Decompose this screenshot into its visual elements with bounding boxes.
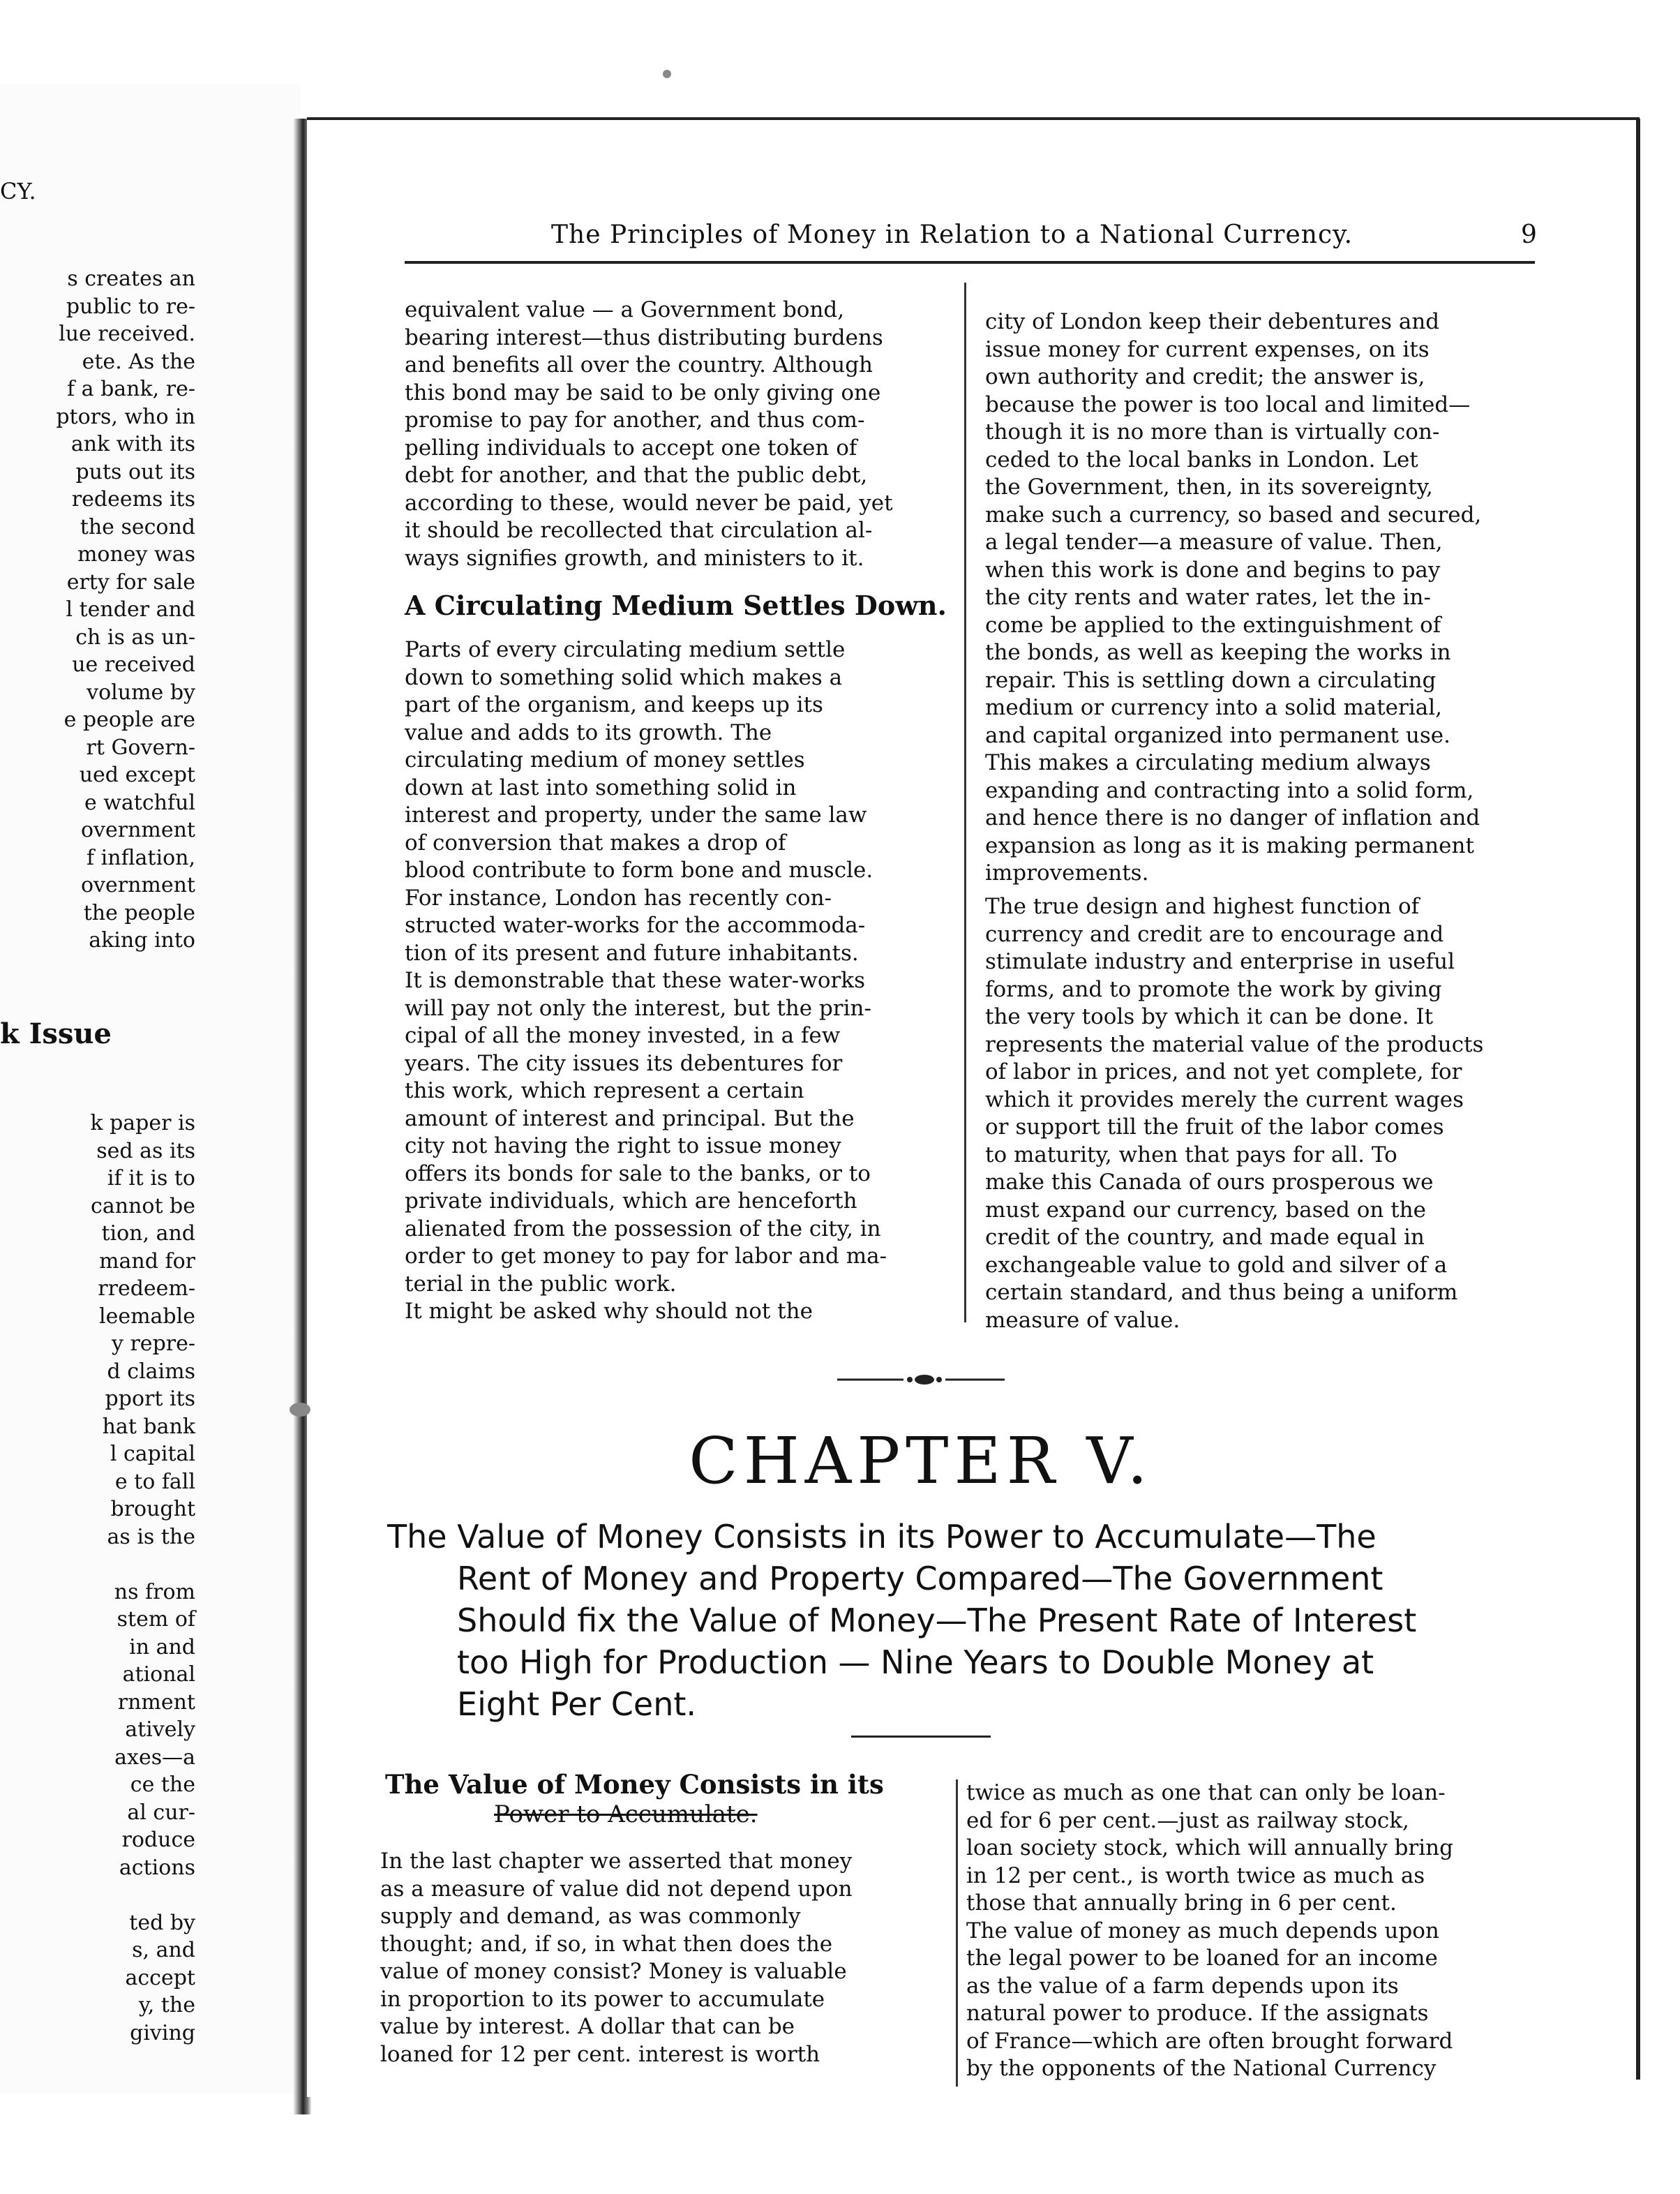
left-page-line: as is the	[107, 1524, 195, 1549]
column-1-line: it should be recollected that circulation al-	[405, 518, 873, 543]
column-3-line: In the last chapter we asserted that money	[380, 1849, 853, 1874]
column-divider-bottom	[956, 1779, 958, 2087]
column-2-text-bottom	[985, 893, 1483, 1334]
left-page-line: the people	[83, 900, 195, 925]
left-page-line: brought	[110, 1497, 195, 1521]
left-page-line: accept	[125, 1965, 195, 1990]
header-rule	[405, 261, 1535, 264]
column-1-text-top	[405, 297, 893, 572]
column-1-line: It might be asked why should not the	[405, 1299, 813, 1324]
left-page-line: hat bank	[102, 1414, 195, 1439]
column-3-line: supply and demand, as was commonly	[380, 1904, 801, 1929]
column-1-line: promise to pay for another, and thus com-	[405, 408, 865, 433]
column-1-line: terial in the public work.	[405, 1271, 677, 1297]
column-4-line: ed for 6 per cent.—just as railway stock,	[966, 1807, 1409, 1833]
scan-blot	[663, 70, 671, 78]
left-page-line: ank with its	[70, 432, 195, 456]
column-2-line: the bonds, as well as keeping the works in	[985, 640, 1451, 665]
column-2-line: of labor in prices, and not yet complete, for	[985, 1059, 1462, 1084]
column-4-line: twice as much as one that can only be loan-	[966, 1780, 1446, 1805]
column-1-line: down at last into something solid in	[405, 775, 797, 800]
column-4-text	[966, 1779, 1453, 2083]
column-2-line: the Government, then, in its sovereignty,	[985, 475, 1433, 500]
column-1-line: bearing interest—thus distributing burdens	[405, 324, 883, 350]
chapter-summary	[387, 1516, 1517, 1725]
column-1-line: interest and property, under the same law	[405, 803, 867, 828]
column-4-line: by the opponents of the National Currency	[966, 2056, 1437, 2081]
column-4-line: natural power to produce. If the assignats	[966, 2001, 1429, 2026]
column-2-line: represents the material value of the products	[985, 1031, 1484, 1057]
column-4-line: those that annually bring in 6 per cent.	[966, 1890, 1397, 1916]
left-page-line: public to re-	[66, 294, 195, 319]
left-page-line: ational	[122, 1662, 195, 1687]
column-2-line: repair. This is settling down a circulating	[985, 667, 1437, 693]
column-1-text-bottom	[405, 636, 887, 1326]
left-page-line: tion, and	[101, 1221, 195, 1246]
left-page-line: pport its	[105, 1387, 195, 1411]
left-page-line: cannot be	[91, 1193, 195, 1218]
column-2-line: and capital organized into permanent use.	[985, 722, 1450, 748]
chapter-summary-line: too High for Production — Nine Years to Double Money at	[457, 1643, 1374, 1681]
column-divider-top	[964, 283, 966, 1322]
column-1-line: this bond may be said to be only giving one	[405, 380, 881, 405]
scan-blot	[290, 1403, 310, 1417]
left-page-line: y, the	[138, 1993, 195, 2017]
column-1-line: years. The city issues its debentures for	[405, 1050, 843, 1076]
column-1-line: equivalent value — a Government bond,	[405, 297, 845, 322]
column-2-line: the city rents and water rates, let the in-	[985, 585, 1431, 610]
left-page-line: ch is as un-	[75, 625, 195, 650]
left-page-text-bottom	[0, 1110, 195, 2047]
column-2-line: city of London keep their debentures and	[985, 309, 1440, 334]
column-2-line: though it is no more than is virtually con-	[985, 419, 1440, 445]
left-page-line: the second	[80, 514, 195, 539]
column-3-text	[380, 1848, 853, 2068]
column-1-line: value and adds to its growth. The	[405, 719, 772, 745]
chapter-summary-line: The Value of Money Consists in its Power to Accumulate—The	[387, 1518, 1377, 1555]
chapter-summary-line: Eight Per Cent.	[457, 1685, 697, 1723]
column-1-line: according to these, would never be paid, yet	[405, 490, 893, 516]
left-page-line: mand for	[99, 1248, 195, 1274]
column-2-line: because the power is too local and limited—	[985, 391, 1471, 417]
column-2-line: which it provides merely the current wages	[985, 1087, 1464, 1112]
left-page-line: e to fall	[114, 1469, 195, 1494]
left-page-line: e people are	[63, 708, 195, 732]
page-top-edge	[307, 117, 1640, 120]
column-3-line: as a measure of value did not depend upon	[380, 1876, 853, 1902]
left-page-header-fragment: CY.	[0, 178, 36, 204]
left-page-line: ue received	[72, 652, 195, 677]
column-2-line: must expand our currency, based on the	[985, 1197, 1426, 1223]
column-1-line: blood contribute to form bone and muscle.	[405, 858, 873, 883]
left-page-line: redeems its	[71, 487, 195, 512]
column-1-line: circulating medium of money settles	[405, 747, 805, 773]
column-2-line: improvements.	[985, 860, 1149, 886]
left-page-line: rredeem-	[98, 1276, 195, 1301]
column-2-line: make this Canada of ours prosperous we	[985, 1170, 1434, 1195]
column-2-line: or support till the fruit of the labor comes	[985, 1114, 1444, 1140]
left-page-line: overnment	[80, 873, 195, 897]
column-1-line: For instance, London has recently con-	[405, 885, 832, 911]
column-3-line: value of money consist? Money is valuable	[380, 1959, 847, 1984]
running-title: The Principles of Money in Relation to a National Currency.	[551, 221, 1353, 249]
left-page-line: lue received.	[59, 322, 195, 346]
column-1-line: part of the organism, and keeps up its	[405, 692, 823, 717]
ornament-divider	[837, 1369, 1005, 1390]
column-2-line: certain standard, and thus being a uniform	[985, 1280, 1458, 1305]
column-2-line: to maturity, when that pays for all. To	[985, 1142, 1397, 1167]
section-heading-value-of-money-line-2: Power to Accumulate.	[494, 1800, 758, 1828]
column-2-line: expanding and contracting into a solid form,	[985, 777, 1474, 803]
column-1-line: of conversion that makes a drop of	[405, 830, 786, 856]
left-page-line: ns from	[114, 1579, 195, 1604]
column-1-line: this work, which represent a certain	[405, 1078, 804, 1103]
column-2-line: come be applied to the extinguishment of	[985, 612, 1441, 638]
left-page-line: roduce	[121, 1828, 195, 1852]
column-1-line: offers its bonds for sale to the banks, or to	[405, 1161, 871, 1186]
column-3-line: in proportion to its power to accumulate	[380, 1986, 825, 2012]
left-page-line: l tender and	[66, 597, 195, 622]
left-page-line: d claims	[107, 1359, 195, 1384]
column-2-line: own authority and credit; the answer is,	[985, 364, 1425, 389]
left-page-line: s creates an	[67, 267, 195, 291]
column-1-line: Parts of every circulating medium settle	[405, 637, 846, 662]
column-2-line: issue money for current expenses, on its	[985, 336, 1430, 362]
left-page-line: money was	[77, 542, 195, 567]
column-2-line: stimulate industry and enterprise in useful	[985, 949, 1455, 974]
column-2-line: The true design and highest function of	[985, 894, 1420, 919]
column-2-line: credit of the country, and made equal in	[985, 1225, 1425, 1250]
column-4-line: in 12 per cent., is worth twice as much as	[966, 1863, 1425, 1888]
left-page-line: erty for sale	[66, 569, 195, 595]
column-2-line: make such a currency, so based and secured,	[985, 502, 1482, 528]
left-page-line: ptors, who in	[56, 404, 195, 429]
left-page-line: ued except	[79, 763, 195, 787]
column-2-line: when this work is done and begins to pay	[985, 557, 1441, 583]
column-1-line: will pay not only the interest, but the prin-	[405, 995, 871, 1021]
column-2-line: expansion as long as it is making permanent	[985, 833, 1474, 858]
chapter-title: CHAPTER V.	[689, 1424, 1153, 1498]
column-1-line: and benefits all over the country. Although	[405, 352, 873, 378]
column-4-line: as the value of a farm depends upon its	[966, 1973, 1399, 1999]
column-1-line: ways signifies growth, and ministers to it.	[405, 545, 864, 571]
left-page-line: k paper is	[90, 1111, 195, 1135]
column-2-line: the very tools by which it can be done. It	[985, 1004, 1434, 1029]
left-page-line: ted by	[129, 1910, 195, 1935]
left-page-line: f a bank, re-	[67, 377, 195, 401]
left-page-line: leemable	[99, 1304, 195, 1329]
left-page-line: actions	[119, 1855, 195, 1880]
column-1-line: city not having the right to issue money	[405, 1133, 841, 1158]
left-page-line: l capital	[110, 1442, 195, 1466]
column-2-line: ceded to the local banks in London. Let	[985, 447, 1418, 472]
column-2-line: a legal tender—a measure of value. Then,	[985, 530, 1443, 555]
left-page-line	[0, 1881, 195, 1909]
left-page-line: al cur-	[127, 1800, 195, 1825]
left-page-line: puts out its	[75, 459, 195, 484]
column-1-line: order to get money to pay for labor and ma-	[405, 1244, 887, 1269]
column-1-line: tion of its present and future inhabitants.	[405, 940, 859, 966]
column-1-line: pelling individuals to accept one token of	[405, 435, 857, 461]
column-1-line: private individuals, which are henceforth	[405, 1188, 857, 1214]
left-page-heading-fragment: k Issue	[0, 1017, 112, 1050]
left-page-line: overnment	[80, 818, 195, 842]
left-page-line: giving	[130, 2020, 195, 2045]
column-2-text-top	[985, 308, 1481, 888]
left-page-line: ete. As the	[82, 349, 195, 374]
left-page-line	[0, 1551, 195, 1579]
column-1-line: structed water-works for the accommoda-	[405, 913, 866, 938]
column-4-line: of France—which are often brought forward	[966, 2028, 1453, 2054]
column-1-line: down to something solid which makes a	[405, 664, 843, 690]
column-2-line: This makes a circulating medium always	[985, 750, 1431, 775]
column-3-line: loaned for 12 per cent. interest is worth	[380, 2041, 820, 2067]
column-4-line: loan society stock, which will annually bring	[966, 1835, 1453, 1860]
column-2-line: forms, and to promote the work by giving	[985, 976, 1442, 1002]
left-page-line: axes—a	[114, 1745, 195, 1770]
column-1-line: alienated from the possession of the city, in	[405, 1216, 881, 1241]
left-page-line: volume by	[87, 680, 195, 705]
column-2-line: exchangeable value to gold and silver of a	[985, 1252, 1448, 1278]
left-page-line: s, and	[132, 1938, 195, 1962]
left-page-line: y repre-	[111, 1331, 195, 1356]
chapter-short-rule	[851, 1736, 991, 1738]
column-2-line: medium or currency into a solid material,	[985, 695, 1443, 720]
left-page-line: f inflation,	[86, 845, 195, 870]
section-heading-value-of-money: The Value of Money Consists in its	[385, 1769, 884, 1800]
column-3-line: thought; and, if so, in what then does the	[380, 1931, 833, 1957]
column-2-line: and hence there is no danger of inflation and	[985, 805, 1480, 830]
left-page-line: if it is to	[107, 1166, 195, 1191]
left-page-line: rt Govern-	[86, 735, 195, 760]
left-page-line: stem of	[117, 1607, 195, 1632]
column-2-line: measure of value.	[985, 1307, 1180, 1333]
column-3-line: value by interest. A dollar that can be	[380, 2014, 795, 2039]
chapter-summary-line: Rent of Money and Property Compared—The Government	[457, 1560, 1383, 1597]
left-page-line: in and	[129, 1634, 195, 1659]
column-1-line: debt for another, and that the public debt,	[405, 463, 868, 488]
column-4-line: The value of money as much depends upon	[966, 1918, 1439, 1943]
left-page-line: atively	[125, 1717, 195, 1742]
page-right-edge	[1636, 119, 1640, 2080]
left-page-line: e watchful	[84, 790, 195, 815]
left-page-line: aking into	[89, 928, 195, 953]
section-heading-circulating-medium: A Circulating Medium Settles Down.	[405, 590, 947, 621]
chapter-summary-line: Should fix the Value of Money—The Present Rate of Interest	[457, 1602, 1417, 1639]
left-page-line: ce the	[130, 1773, 195, 1797]
column-2-line: currency and credit are to encourage and	[985, 921, 1444, 947]
left-page-text-top	[0, 265, 195, 955]
page-number: 9	[1521, 221, 1537, 249]
column-1-line: cipal of all the money invested, in a few	[405, 1023, 841, 1048]
left-page-line: sed as its	[96, 1138, 195, 1163]
column-4-line: the legal power to be loaned for an income	[966, 1946, 1438, 1971]
left-page-line: rnment	[117, 1689, 195, 1715]
column-1-line: amount of interest and principal. But the	[405, 1105, 855, 1131]
column-1-line: It is demonstrable that these water-works	[405, 968, 865, 993]
